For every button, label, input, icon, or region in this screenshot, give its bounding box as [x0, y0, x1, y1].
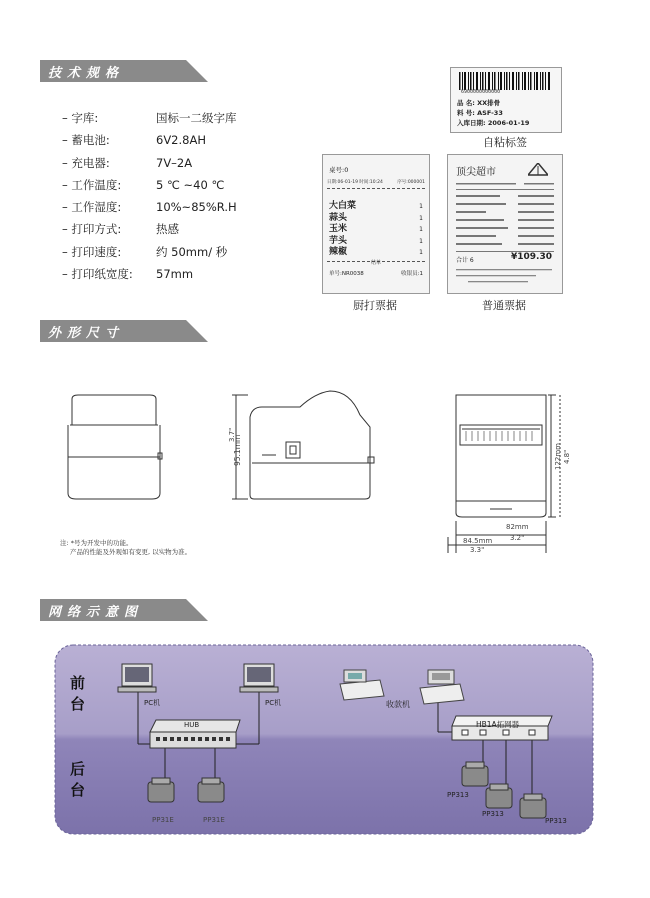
- receipt-item: [329, 236, 423, 248]
- receipt-footer-lines: [448, 267, 562, 291]
- label-val: 2006-01-19: [487, 119, 530, 127]
- dimension-note-1: 注: *号为开发中的功能。: [60, 539, 133, 547]
- receipt-item-name: 蒜头: [329, 212, 348, 223]
- spec-value: 7V–2A: [156, 155, 193, 170]
- cash-register-label: 收款机: [386, 700, 410, 709]
- barcode-number: 6900000000000: [461, 89, 501, 95]
- receipt-item: [329, 247, 423, 259]
- spec-value: 约 50mm/ 秒: [156, 244, 228, 259]
- spec-value: 6V2.8AH: [156, 133, 206, 148]
- receipt-header: 日期:06-01-19 时间:10:24: [327, 180, 383, 185]
- printer-back-view: [448, 395, 560, 553]
- label-sticker-image: [450, 67, 562, 133]
- back-zone-char: 后: [70, 760, 86, 778]
- back-zone-label: [70, 759, 85, 801]
- receipt-item-qty: 1: [419, 203, 423, 210]
- label-key: 料 号:: [457, 109, 475, 117]
- label-sticker-caption: 自粘标签: [483, 136, 527, 149]
- shop-logo-icon: [528, 163, 548, 177]
- network-section-title: 网络示意图: [48, 605, 144, 620]
- receipt-serial: 序号:000001: [397, 180, 425, 185]
- back-height-mm: 122mm: [554, 443, 562, 470]
- specs-section-title: 技术规格: [48, 66, 125, 81]
- network-section-banner: [40, 599, 210, 621]
- receipt-item-name: 玉米: [329, 224, 348, 235]
- spec-label: – 字库:: [62, 111, 99, 125]
- side-height-mm: 95.1mm: [233, 434, 242, 466]
- pc-icon-left: [118, 664, 156, 692]
- label-val: XX排骨: [477, 99, 501, 107]
- back-height-in: 4.8": [563, 449, 571, 464]
- label-key: 入库日期:: [457, 119, 486, 127]
- printer-label: PP313: [545, 817, 567, 825]
- kitchen-receipt-image: [322, 154, 430, 294]
- back-width-in: 3.2": [510, 534, 525, 542]
- normal-receipt-caption: 普通票据: [482, 299, 526, 312]
- network-diagram: [0, 640, 650, 840]
- table-number: 桌号:0: [329, 166, 349, 174]
- receipt-item-qty: 1: [419, 249, 423, 257]
- shop-name: 顶尖超市: [456, 167, 496, 178]
- receipt-footer-left: 单号:NR0038: [329, 271, 364, 277]
- label-line: [457, 98, 529, 108]
- side-height-in: 3.7": [228, 427, 236, 442]
- receipt-footer-mid: 结单: [370, 260, 381, 266]
- receipt-item-name: 大白菜: [329, 201, 357, 211]
- receipt-text-lines: [448, 181, 562, 261]
- receipt-item-name: 辣椒: [329, 247, 348, 258]
- spec-label: – 工作温度:: [62, 177, 122, 192]
- printer-label: PP313: [447, 791, 469, 799]
- label-line: [457, 118, 529, 128]
- spec-label: – 打印速度:: [62, 244, 122, 259]
- expander-label: HB1A拓网器: [476, 720, 520, 729]
- spec-label: – 打印方式:: [62, 222, 122, 237]
- front-zone-label: [70, 673, 85, 715]
- back-zone-char: 台: [70, 781, 86, 799]
- hub-label: HUB: [184, 721, 200, 729]
- dims-section-banner: [40, 320, 210, 342]
- pc-label-right: PC机: [265, 699, 282, 707]
- receipt-item-qty: 1: [419, 214, 423, 222]
- receipt-item: [329, 224, 423, 236]
- spec-label: – 打印纸宽度:: [62, 267, 133, 282]
- printer-label: PP31E: [152, 816, 174, 824]
- receipt-item-name: 芋头: [329, 235, 348, 246]
- normal-receipt-image: [447, 154, 563, 294]
- kitchen-receipt-caption: 厨打票据: [353, 299, 397, 312]
- pc-label-left: PC机: [144, 699, 161, 707]
- front-zone-char: 前: [70, 674, 86, 692]
- dims-section-title: 外形尺寸: [48, 326, 125, 341]
- back-width-mm: 82mm: [506, 523, 529, 531]
- barcode-icon: [451, 70, 561, 100]
- label-val: ASF-33: [477, 109, 503, 117]
- receipt-item: [329, 201, 423, 213]
- printer-front-view: [68, 395, 162, 499]
- spec-value: 57mm: [156, 267, 194, 282]
- receipt-item-qty: 1: [419, 237, 423, 245]
- receipt-total: ¥109.30: [511, 252, 552, 262]
- spec-label: – 充电器:: [62, 155, 110, 170]
- spec-label: – 蓄电池:: [62, 133, 110, 148]
- pc-icon-right: [240, 664, 278, 692]
- spec-value: 国标一二级字库: [156, 111, 237, 125]
- front-zone-char: 台: [70, 695, 86, 713]
- specs-section-banner: [40, 60, 210, 82]
- receipt-footer-right: 收银员:1: [401, 271, 423, 277]
- receipt-total-label: 合计 6: [456, 257, 474, 264]
- dimension-note-2: 产品的性能及外观如有变更, 以实物为准。: [70, 548, 192, 556]
- label-line: [457, 108, 529, 118]
- spec-value: 5 ℃ ~40 ℃: [156, 177, 225, 192]
- printer-side-view: [232, 391, 374, 499]
- printer-label: PP313: [482, 810, 504, 818]
- spec-value: 10%~85%R.H: [156, 200, 237, 215]
- base-width-in: 3.3": [470, 546, 485, 554]
- receipt-item-qty: 1: [419, 226, 423, 234]
- printer-label: PP31E: [203, 816, 225, 824]
- spec-label: – 工作湿度:: [62, 200, 122, 215]
- receipt-item: [329, 213, 423, 225]
- base-width-mm: 84.5mm: [463, 537, 493, 545]
- label-key: 品 名:: [457, 99, 475, 107]
- spec-value: 热感: [156, 222, 179, 237]
